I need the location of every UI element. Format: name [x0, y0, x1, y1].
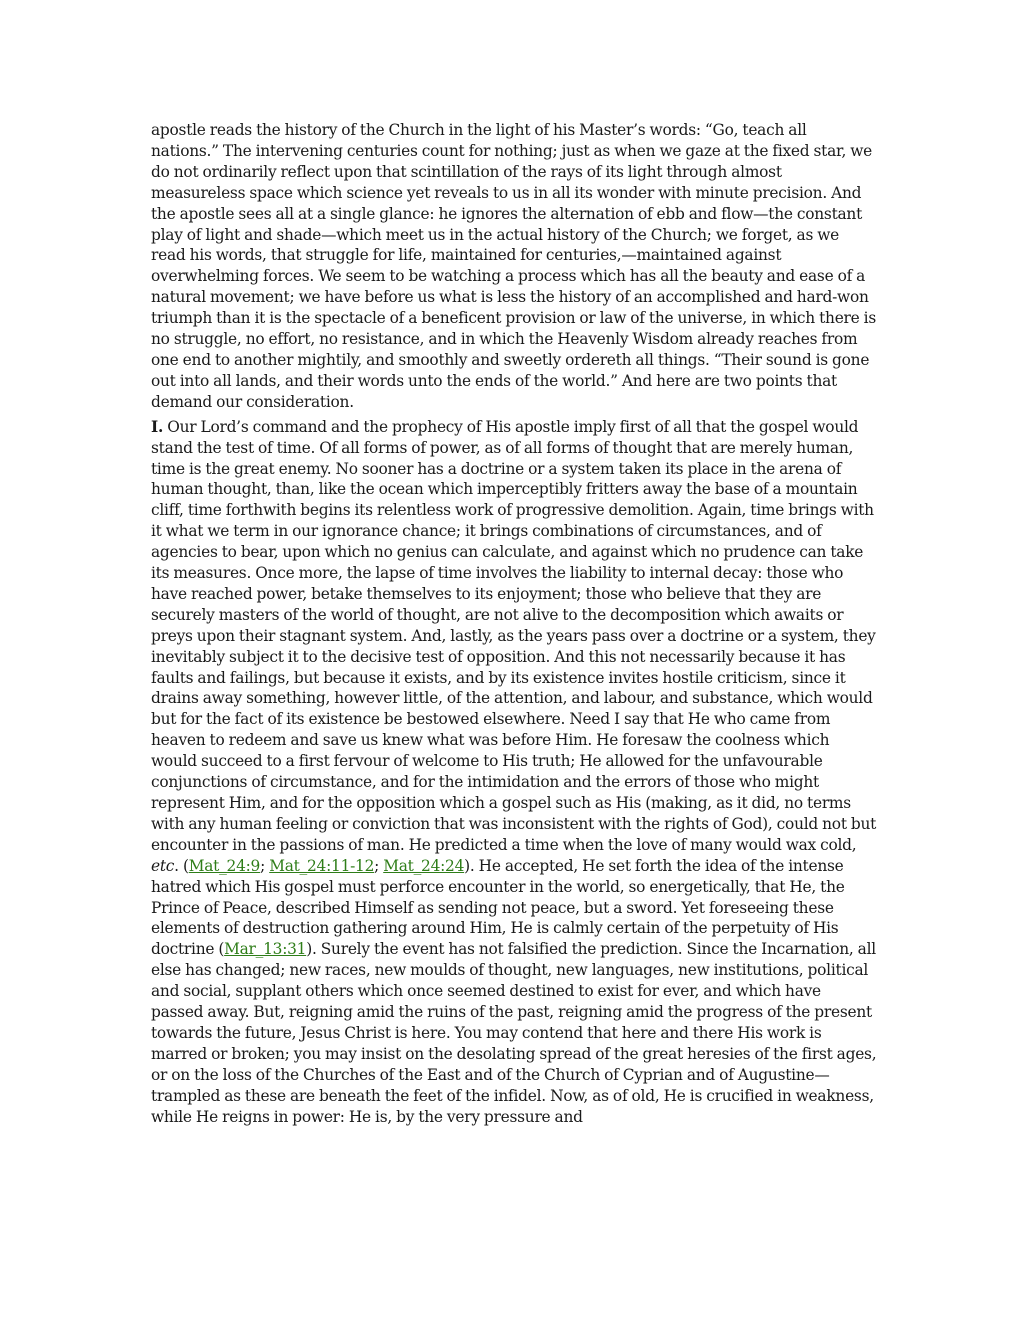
document-page: [151, 120, 877, 1128]
scripture-link-mat-24-9[interactable]: Mat_24:9: [188, 856, 261, 875]
paragraph-text: ;: [260, 856, 270, 875]
paragraph-text: Our Lord’s command and the prophecy of His apostle imply first of all that the gospel would stand the test of time. Of all forms of power, as of all forms of thought that are merely human, time is the great enemy. No sooner has a doctrine or a system taken its place in the arena of human thought, than, like the ocean which imperceptibly fritters away the base of a mountain cliff, time forthwith begins its relentless work of progressive demolition. Again, time brings with it what we term in our ignorance chance; it brings combinations of circumstances, and of agencies to bear, upon which no genius can calculate, and against which no prudence can take its measures. Once more, the lapse of time involves the liability to internal decay: those who have reached power, betake themselves to its enjoyment; those who believe that they are securely masters of the world of thought, are not alive to the decomposition which awaits or preys upon their stagnant system. And, lastly, as the years pass over a doctrine or a system, they inevitably subject it to the decisive test of opposition. And this not necessarily because it has faults and failings, but because it exists, and by its existence invites hostile criticism, since it drains away something, however little, of the attention, and labour, and substance, which would but for the fact of its existence be bestowed elsewhere. Need I say that He who came from heaven to redeem and save us knew what was before Him. He foresaw the coolness which would succeed to a first fervour of welcome to His truth; He allowed for the unfavourable conjunctions of circumstance, and for the intimidation and the errors of those who might represent Him, and for the opposition which a gospel such as His (making, as it did, no terms with any human feeling or conviction that was inconsistent with the rights of God), could not but encounter in the passions of man. He predicted a time when the love of many would wax cold,: [151, 417, 877, 854]
paragraph-text: . (: [174, 856, 189, 875]
paragraph-text: ). He accepted, He set forth the idea of the intense hatred which His gospel must perforce encounter in the world, so energetically, that He, the Prince of Peace, described Himself as sending not peace, but a sword. Yet foreseeing these elements of destruction gathering around Him, He is calmly certain of the perpetuity of His doctrine (: [151, 856, 845, 959]
paragraph-text: ). Surely the event has not falsified the prediction. Since the Incarnation, all else has changed; new races, new moulds of thought, new languages, new institutions, political and social, supplant others which once seemed destined to exist for ever, and which have passed away. But, reigning amid the ruins of the past, reigning amid the progress of the present towards the future, Jesus Christ is here. You may contend that here and there His work is marred or broken; you may insist on the desolating spread of the great heresies of the first ages, or on the loss of the Churches of the East and of the Church of Cyprian and of Augustine—trampled as these are beneath the feet of the infidel. Now, as of old, He is crucified in weakness, while He reigns in power: He is, by the very pressure and: [151, 940, 877, 1126]
paragraph-2: [151, 417, 877, 1128]
paragraph-text: ;: [374, 856, 384, 875]
emphasis-text: etc: [151, 856, 175, 875]
paragraph-text: apostle reads the history of the Church in the light of his Master’s words: “Go, teach all nations.” The intervening centuries count for nothing; just as when we gaze at the fixed star, we do not ordinarily reflect upon that scintillation of the rays of its light through almost measureless space which science yet reveals to us in all its wonder with minute precision. And the apostle sees all at a single glance: he ignores the alternation of ebb and flow—the constant play of light and shade—which meet us in the actual history of the Church; we forget, as we read his words, that struggle for life, maintained for centuries,—maintained against overwhelming forces. We seem to be watching a process which has all the beauty and ease of a natural movement; we have before us what is less the history of an accomplished and hard-won triumph than it is the spectacle of a beneficent provision or law of the universe, in which there is no struggle, no effort, no resistance, and in which the Heavenly Wisdom already reaches from one end to another mightily, and smoothly and sweetly ordereth all things. “Their sound is gone out into all lands, and their words unto the ends of the world.” And here are two points that demand our consideration.: [151, 121, 876, 411]
scripture-link-mar-13-31[interactable]: Mar_13:31: [224, 940, 307, 959]
scripture-link-mat-24-11-12[interactable]: Mat_24:11-12: [269, 856, 375, 875]
paragraph-1: [151, 120, 877, 413]
scripture-link-mat-24-24[interactable]: Mat_24:24: [383, 856, 465, 875]
section-numeral: I.: [151, 417, 164, 436]
